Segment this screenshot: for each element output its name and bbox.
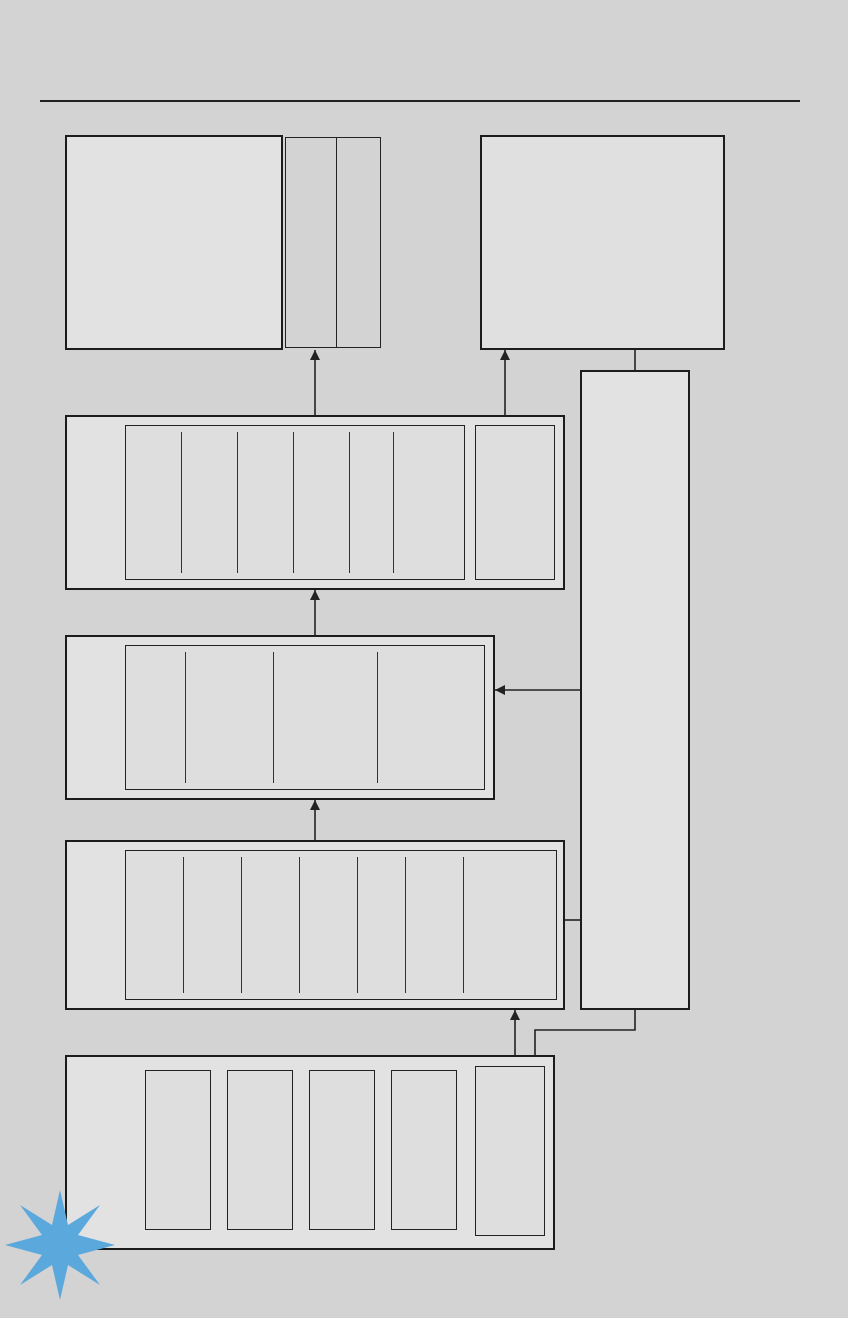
arrow-pre-to-support (535, 1010, 635, 1055)
diagram-arrows (35, 115, 740, 1250)
block-diagram (35, 115, 740, 1250)
watermark-star-icon (0, 1185, 120, 1305)
header-rule (40, 100, 800, 102)
